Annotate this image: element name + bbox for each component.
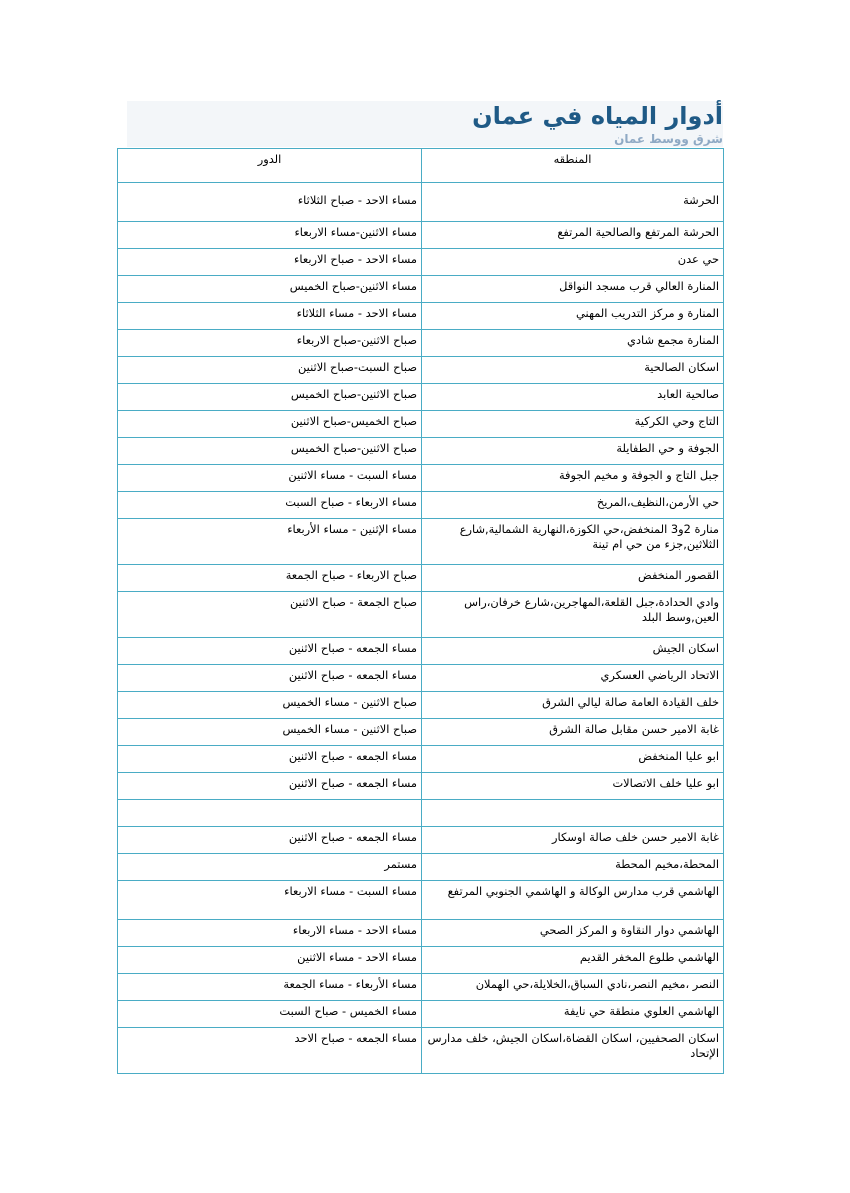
table-row — [118, 222, 724, 249]
turn-cell: صباح الخميس-صباح الاثنين — [118, 411, 422, 438]
turn-cell: مساء الإثنين - مساء الأربعاء — [118, 519, 422, 565]
area-cell: غابة الامير حسن مقابل صالة الشرق — [422, 719, 724, 746]
turn-cell: صباح الاثنين - مساء الخميس — [118, 719, 422, 746]
turn-cell: مساء الاحد - صباح الثلاثاء — [118, 183, 422, 222]
table-row — [118, 974, 724, 1001]
turn-cell: مساء الخميس - صباح السبت — [118, 1001, 422, 1028]
table-row — [118, 357, 724, 384]
turn-cell: مستمر — [118, 854, 422, 881]
turn-cell: صباح الاثنين-صباح الاربعاء — [118, 330, 422, 357]
turn-cell: مساء الجمعه - صباح الاثنين — [118, 665, 422, 692]
area-cell: المنارة العالي قرب مسجد النواقل — [422, 276, 724, 303]
area-cell: ابو عليا المنخفض — [422, 746, 724, 773]
document-title: أدوار المياه في عمان — [472, 102, 723, 130]
table-header-row — [118, 149, 724, 183]
turn-cell: صباح الاثنين - مساء الخميس — [118, 692, 422, 719]
table-row — [118, 492, 724, 519]
turn-cell: مساء الجمعه - صباح الاثنين — [118, 746, 422, 773]
area-cell: الحرشة — [422, 183, 724, 222]
area-cell — [422, 800, 724, 827]
table-row — [118, 592, 724, 638]
area-cell: ابو عليا خلف الاتصالات — [422, 773, 724, 800]
turn-cell: مساء الاثنين-مساء الاربعاء — [118, 222, 422, 249]
area-cell: المنارة مجمع شادي — [422, 330, 724, 357]
area-cell: صالحية العابد — [422, 384, 724, 411]
table-row — [118, 465, 724, 492]
area-cell: الجوفة و حي الطفايلة — [422, 438, 724, 465]
turn-cell: مساء الاحد - مساء الاثنين — [118, 947, 422, 974]
table-row — [118, 881, 724, 920]
table-row — [118, 249, 724, 276]
table-row — [118, 692, 724, 719]
area-cell: الاتحاد الرياضي العسكري — [422, 665, 724, 692]
table-row — [118, 854, 724, 881]
table-row — [118, 438, 724, 465]
area-cell: خلف القيادة العامة صالة ليالي الشرق — [422, 692, 724, 719]
area-cell: منارة 2و3 المنخفض،حي الكوزة،النهارية الشمالية,شارع الثلاثين,جزء من حي ام تينة — [422, 519, 724, 565]
area-cell: الهاشمي العلوي منطقة حي نايفة — [422, 1001, 724, 1028]
table-row — [118, 827, 724, 854]
table-row — [118, 183, 724, 222]
turn-cell: مساء الاحد - مساء الثلاثاء — [118, 303, 422, 330]
table-row — [118, 276, 724, 303]
area-cell: حي الأرمن،النظيف،المريخ — [422, 492, 724, 519]
table-row — [118, 665, 724, 692]
area-cell: اسكان الجيش — [422, 638, 724, 665]
table-row — [118, 1001, 724, 1028]
area-cell: وادي الحدادة،جبل القلعة،المهاجرين،شارع خرفان،راس العين,وسط البلد — [422, 592, 724, 638]
area-cell: الهاشمي قرب مدارس الوكالة و الهاشمي الجنوبي المرتفع — [422, 881, 724, 920]
turn-cell: مساء الأربعاء - مساء الجمعة — [118, 974, 422, 1001]
turn-cell: صباح السبت-صباح الاثنين — [118, 357, 422, 384]
table-body — [118, 183, 724, 1074]
turn-cell: مساء الجمعه - صباح الاحد — [118, 1028, 422, 1074]
table-row — [118, 638, 724, 665]
area-cell: الهاشمي دوار النقاوة و المركز الصحي — [422, 920, 724, 947]
header-turn: الدور — [118, 149, 422, 183]
water-schedule-table — [117, 148, 724, 1074]
turn-cell: مساء الاحد - مساء الاربعاء — [118, 920, 422, 947]
area-cell: التاج وحي الكركية — [422, 411, 724, 438]
area-cell: اسكان الصحفيين، اسكان القضاة،اسكان الجيش، خلف مدارس الإتحاد — [422, 1028, 724, 1074]
area-cell: الهاشمي طلوع المخفر القديم — [422, 947, 724, 974]
table-row — [118, 920, 724, 947]
area-cell: حي عدن — [422, 249, 724, 276]
table-row — [118, 519, 724, 565]
table-row — [118, 1028, 724, 1074]
turn-cell: مساء السبت - مساء الاثنين — [118, 465, 422, 492]
header-area: المنطقه — [422, 149, 724, 183]
area-cell: اسكان الصالحية — [422, 357, 724, 384]
turn-cell: مساء الجمعه - صباح الاثنين — [118, 638, 422, 665]
area-cell: جبل التاج و الجوفة و مخيم الجوفة — [422, 465, 724, 492]
table-row — [118, 719, 724, 746]
document-subtitle: شرق ووسط عمان — [614, 132, 723, 146]
table-row — [118, 947, 724, 974]
turn-cell: مساء الجمعه - صباح الاثنين — [118, 827, 422, 854]
turn-cell: صباح الجمعة - صباح الاثنين — [118, 592, 422, 638]
area-cell: الحرشة المرتفع والصالحية المرتفع — [422, 222, 724, 249]
table-row — [118, 384, 724, 411]
area-cell: المحطة،مخيم المحطة — [422, 854, 724, 881]
area-cell: المنارة و مركز التدريب المهني — [422, 303, 724, 330]
area-cell: غابة الامير حسن خلف صالة اوسكار — [422, 827, 724, 854]
area-cell: القصور المنخفض — [422, 565, 724, 592]
turn-cell: صباح الاربعاء - صباح الجمعة — [118, 565, 422, 592]
turn-cell: مساء السبت - مساء الاربعاء — [118, 881, 422, 920]
turn-cell: مساء الاحد - صباح الاربعاء — [118, 249, 422, 276]
turn-cell: صباح الاثنين-صباح الخميس — [118, 384, 422, 411]
table-row — [118, 773, 724, 800]
table-row — [118, 800, 724, 827]
table-row — [118, 303, 724, 330]
table-row — [118, 565, 724, 592]
turn-cell: صباح الاثنين-صباح الخميس — [118, 438, 422, 465]
turn-cell: مساء الاربعاء - صباح السبت — [118, 492, 422, 519]
area-cell: النصر ،مخيم النصر،نادي السباق،الخلايلة،حي الهملان — [422, 974, 724, 1001]
table-row — [118, 746, 724, 773]
turn-cell: مساء الجمعه - صباح الاثنين — [118, 773, 422, 800]
turn-cell: مساء الاثنين-صباح الخميس — [118, 276, 422, 303]
turn-cell — [118, 800, 422, 827]
table-row — [118, 330, 724, 357]
table-row — [118, 411, 724, 438]
